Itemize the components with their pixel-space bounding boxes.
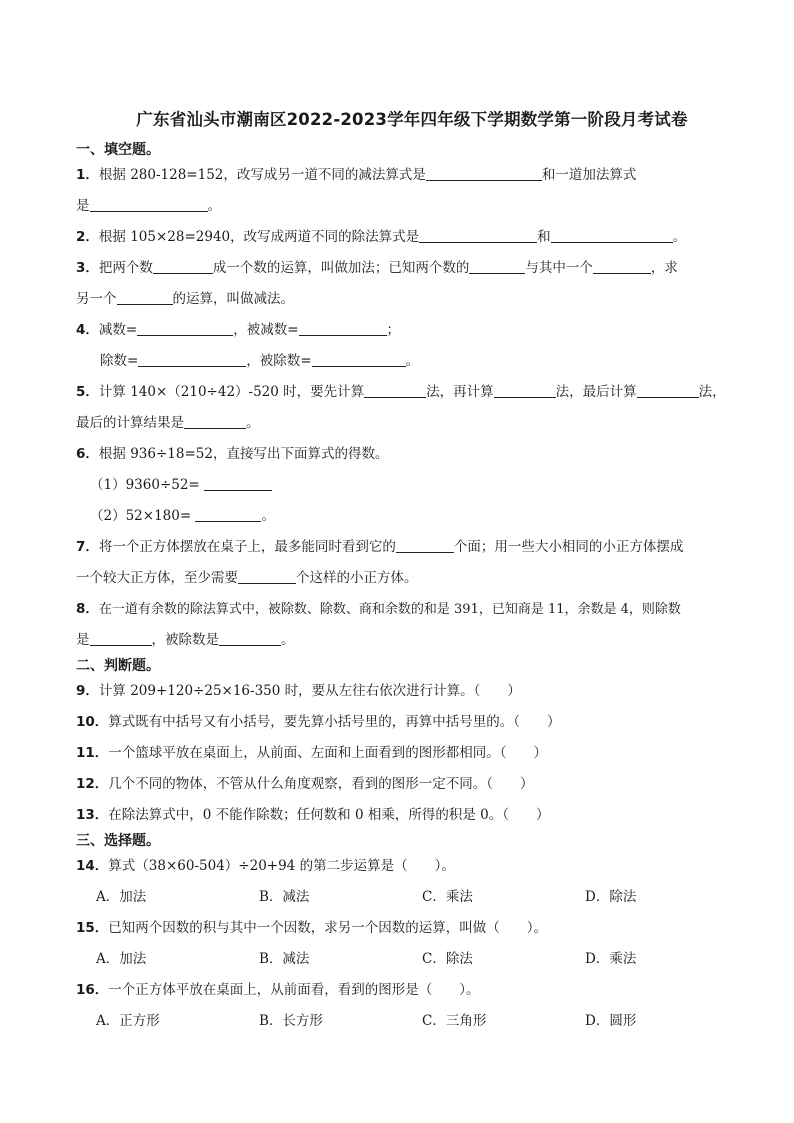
- answer-blank[interactable]: [364, 383, 426, 398]
- question-number: 13．: [76, 807, 109, 823]
- section-judge-heading: 二、判断题。: [76, 658, 160, 674]
- question-text: （2）52×180=: [90, 508, 192, 524]
- answer-blank[interactable]: [90, 631, 152, 646]
- question-text: 和一道加法算式: [541, 167, 637, 183]
- exam-title: 广东省汕头市潮南区2022-2023学年四年级下学期数学第一阶段月考试卷: [136, 110, 688, 129]
- question-text: 法，: [698, 384, 726, 400]
- question-text: 。: [261, 508, 275, 524]
- question-13: [76, 800, 748, 831]
- question-text: 在一道有余数的除法算式中，被除数、除数、商和余数的和是 391，已知商是 11，余数是 4，则除数: [98, 602, 681, 617]
- answer-blank[interactable]: [469, 259, 525, 274]
- question-text: 一个正方体平放在桌面上，从前面看，看到的图形是（ ）。: [108, 982, 480, 998]
- section-choice-heading: 三、选择题。: [76, 833, 160, 849]
- question-text: （1）9360÷52=: [90, 477, 200, 493]
- question-text: 法，再计算: [426, 384, 494, 400]
- question-text: 将一个正方体摆放在桌子上，最多能同时看到它的: [98, 539, 396, 555]
- question-4-line-2: [76, 346, 748, 377]
- question-number: 16．: [76, 982, 109, 998]
- option-b[interactable]: B．减法: [259, 889, 310, 905]
- question-text: 把两个数: [98, 260, 153, 276]
- answer-blank[interactable]: [494, 383, 556, 398]
- question-text: 成一个数的运算，叫做加法；已知两个数的: [212, 260, 470, 276]
- question-14-options: [76, 882, 748, 913]
- question-text: 根据 280-128=152，改写成另一道不同的减法算式是: [98, 167, 426, 183]
- question-text: 已知两个因数的积与其中一个因数，求另一个因数的运算，叫做（ ）。: [108, 920, 548, 936]
- option-d[interactable]: D．除法: [585, 889, 637, 905]
- answer-blank[interactable]: [219, 631, 281, 646]
- option-c[interactable]: C．三角形: [422, 1013, 487, 1029]
- question-text: 计算 209+120÷25×16-350 时，要从左往右依次进行计算。（ ）: [98, 683, 521, 699]
- question-text: ，被除数是: [151, 632, 219, 648]
- question-7-line-1: [76, 532, 748, 563]
- question-1-line-1: [76, 160, 748, 191]
- question-text: 。: [246, 415, 260, 431]
- question-number: 9．: [76, 683, 99, 699]
- question-number: 5．: [76, 384, 99, 400]
- question-number: 4．: [76, 322, 99, 338]
- question-15-options: [76, 944, 748, 975]
- question-text: 算式（38×60-504）÷20+94 的第二步运算是（ ）。: [108, 858, 455, 874]
- question-number: 1．: [76, 167, 99, 183]
- question-15: [76, 913, 748, 944]
- answer-blank[interactable]: [137, 321, 233, 336]
- question-text: 一个篮球平放在桌面上，从前面、左面和上面看到的图形都相同。（ ）: [108, 745, 548, 761]
- question-3-line-1: [76, 253, 748, 284]
- question-text: 。: [281, 632, 295, 648]
- answer-blank[interactable]: [153, 259, 213, 274]
- question-text: 最后的计算结果是: [76, 415, 184, 431]
- question-number: 14．: [76, 858, 109, 874]
- answer-blank[interactable]: [195, 507, 261, 522]
- answer-blank[interactable]: [90, 197, 208, 212]
- exam-page: [76, 106, 748, 1037]
- question-number: 12．: [76, 776, 109, 792]
- option-a[interactable]: A．加法: [96, 889, 147, 905]
- question-number: 6．: [76, 446, 99, 462]
- option-c[interactable]: C．除法: [422, 951, 473, 967]
- question-4-line-1: [76, 315, 748, 346]
- section-fill-heading: 一、填空题。: [76, 142, 160, 158]
- question-12: [76, 769, 748, 800]
- question-text: 根据 105×28=2940，改写成两道不同的除法算式是: [98, 229, 420, 245]
- answer-blank[interactable]: [138, 352, 246, 367]
- question-text: 。: [207, 198, 221, 214]
- question-text: 减数=: [98, 322, 138, 338]
- answer-blank[interactable]: [184, 414, 246, 429]
- question-text: 算式既有中括号又有小括号，要先算小括号里的，再算中括号里的。（ ）: [108, 714, 561, 730]
- answer-blank[interactable]: [551, 228, 673, 243]
- question-text: 个这样的小正方体。: [296, 570, 418, 586]
- answer-blank[interactable]: [419, 228, 537, 243]
- question-9: [76, 676, 748, 707]
- question-text: 。: [672, 229, 687, 245]
- answer-blank[interactable]: [396, 538, 454, 553]
- question-text: 是: [76, 632, 90, 648]
- question-text: 个面；用一些大小相同的小正方体摆成: [453, 539, 684, 555]
- option-d[interactable]: D．乘法: [585, 951, 637, 967]
- question-text: ，被减数=: [233, 322, 299, 338]
- question-text: 除数=: [100, 353, 139, 369]
- question-16: [76, 975, 748, 1006]
- option-d[interactable]: D．圆形: [585, 1013, 637, 1029]
- question-10: [76, 707, 748, 738]
- question-number: 3．: [76, 260, 99, 276]
- option-b[interactable]: B．减法: [259, 951, 310, 967]
- question-text: 几个不同的物体，不管从什么角度观察，看到的图形一定不同。（ ）: [108, 776, 534, 792]
- question-2: [76, 222, 748, 253]
- question-number: 7．: [76, 539, 99, 555]
- question-7-line-2: [76, 563, 748, 594]
- answer-blank[interactable]: [204, 476, 272, 491]
- question-text: 另一个: [76, 291, 117, 307]
- option-b[interactable]: B．长方形: [259, 1013, 323, 1029]
- answer-blank[interactable]: [312, 352, 406, 367]
- option-c[interactable]: C．乘法: [422, 889, 473, 905]
- question-number: 2．: [76, 229, 99, 245]
- question-3-line-2: [76, 284, 748, 315]
- option-a[interactable]: A．加法: [96, 951, 147, 967]
- answer-blank[interactable]: [593, 259, 651, 274]
- question-8-line-2: [76, 625, 748, 656]
- question-16-options: [76, 1006, 748, 1037]
- answer-blank[interactable]: [637, 383, 699, 398]
- question-6-part-1: [76, 470, 748, 501]
- question-text: 是: [76, 198, 90, 214]
- question-text: ；: [386, 322, 401, 338]
- question-number: 15．: [76, 920, 109, 936]
- question-text: 与其中一个: [525, 260, 593, 276]
- question-number: 10．: [76, 714, 109, 730]
- question-text: 一个较大正方体，至少需要: [76, 570, 238, 586]
- question-text: 计算 140×（210÷42）-520 时，要先计算: [98, 384, 365, 400]
- question-text: 的运算，叫做减法。: [172, 291, 294, 307]
- question-number: 8．: [76, 601, 99, 617]
- question-14: [76, 851, 748, 882]
- question-8-line-1: [76, 594, 748, 625]
- question-text: ，被除数=: [246, 353, 312, 369]
- question-text: 根据 936÷18=52，直接写出下面算式的得数。: [98, 446, 389, 462]
- option-a[interactable]: A．正方形: [96, 1013, 160, 1029]
- question-number: 11．: [76, 745, 109, 761]
- answer-blank[interactable]: [117, 290, 173, 305]
- question-text: 。: [405, 353, 420, 369]
- question-5-line-2: [76, 408, 748, 439]
- question-6: [76, 439, 748, 470]
- question-11: [76, 738, 748, 769]
- question-text: 在除法算式中，0 不能作除数；任何数和 0 相乘，所得的积是 0。（ ）: [108, 807, 550, 823]
- answer-blank[interactable]: [238, 569, 296, 584]
- answer-blank[interactable]: [426, 166, 542, 181]
- question-text: 法，最后计算: [555, 384, 637, 400]
- question-6-part-2: [76, 501, 748, 532]
- answer-blank[interactable]: [299, 321, 387, 336]
- question-text: ，求: [650, 260, 678, 276]
- question-text: 和: [537, 229, 551, 245]
- question-5-line-1: [76, 377, 748, 408]
- question-1-line-2: [76, 191, 748, 222]
